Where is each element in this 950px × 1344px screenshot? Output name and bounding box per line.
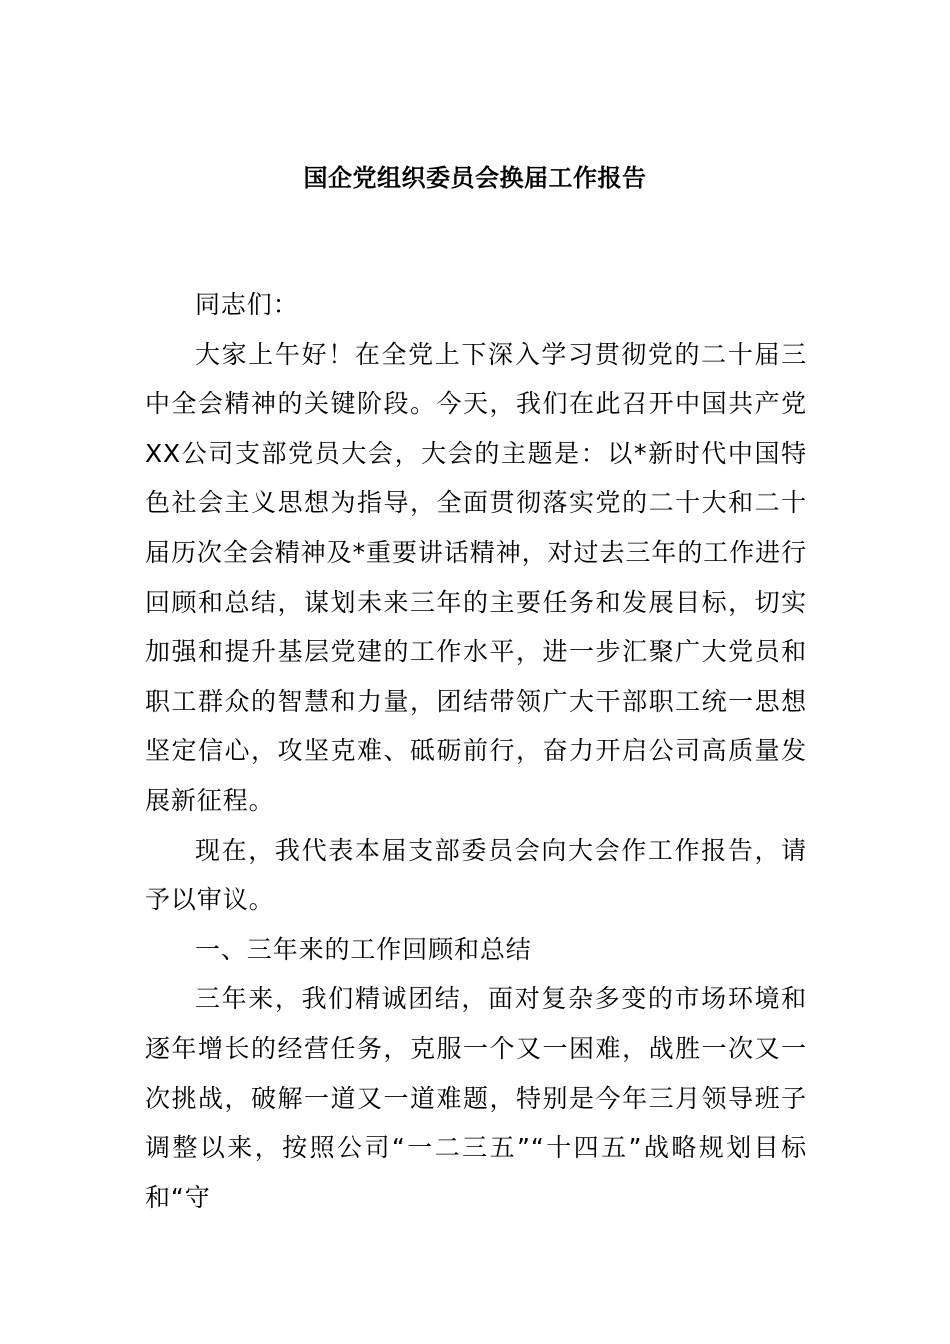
review-paragraph: 三年来，我们精诚团结，面对复杂多变的市场环境和逐年增长的经营任务，克服一个又一困难，战胜一次又一次挑战，破解一道又一道难题，特别是今年三月领导班子调整以来，按照公司“一二三五”“十四五”战略规划目标和“守 <box>145 984 807 1212</box>
document-title: 国企党组织委员会换届工作报告 <box>303 164 647 192</box>
section-heading: 一、三年来的工作回顾和总结 <box>195 934 532 964</box>
request-review-paragraph: 现在，我代表本届支部委员会向大会作工作报告，请予以审议。 <box>145 835 807 915</box>
document-body <box>145 280 807 1222</box>
opening-paragraph: 大家上午好！在全党上下深入学习贯彻党的二十届三中全会精神的关键阶段。今天，我们在此召开中国共产党XX公司支部党员大会，大会的主题是：以*新时代中国特色社会主义思想为指导，全面贯彻落实党的二十大和二十届历次全会精神及*重要讲话精神，对过去三年的工作进行回顾和总结，谋划未来三年的主要任务和发展目标，切实加强和提升基层党建的工作水平，进一步汇聚广大党员和职工群众的智慧和力量，团结带领广大干部职工统一思想坚定信心，攻坚克难、砥砺前行，奋力开启公司高质量发展新征程。 <box>145 339 807 815</box>
salutation-paragraph: 同志们： <box>195 290 299 319</box>
